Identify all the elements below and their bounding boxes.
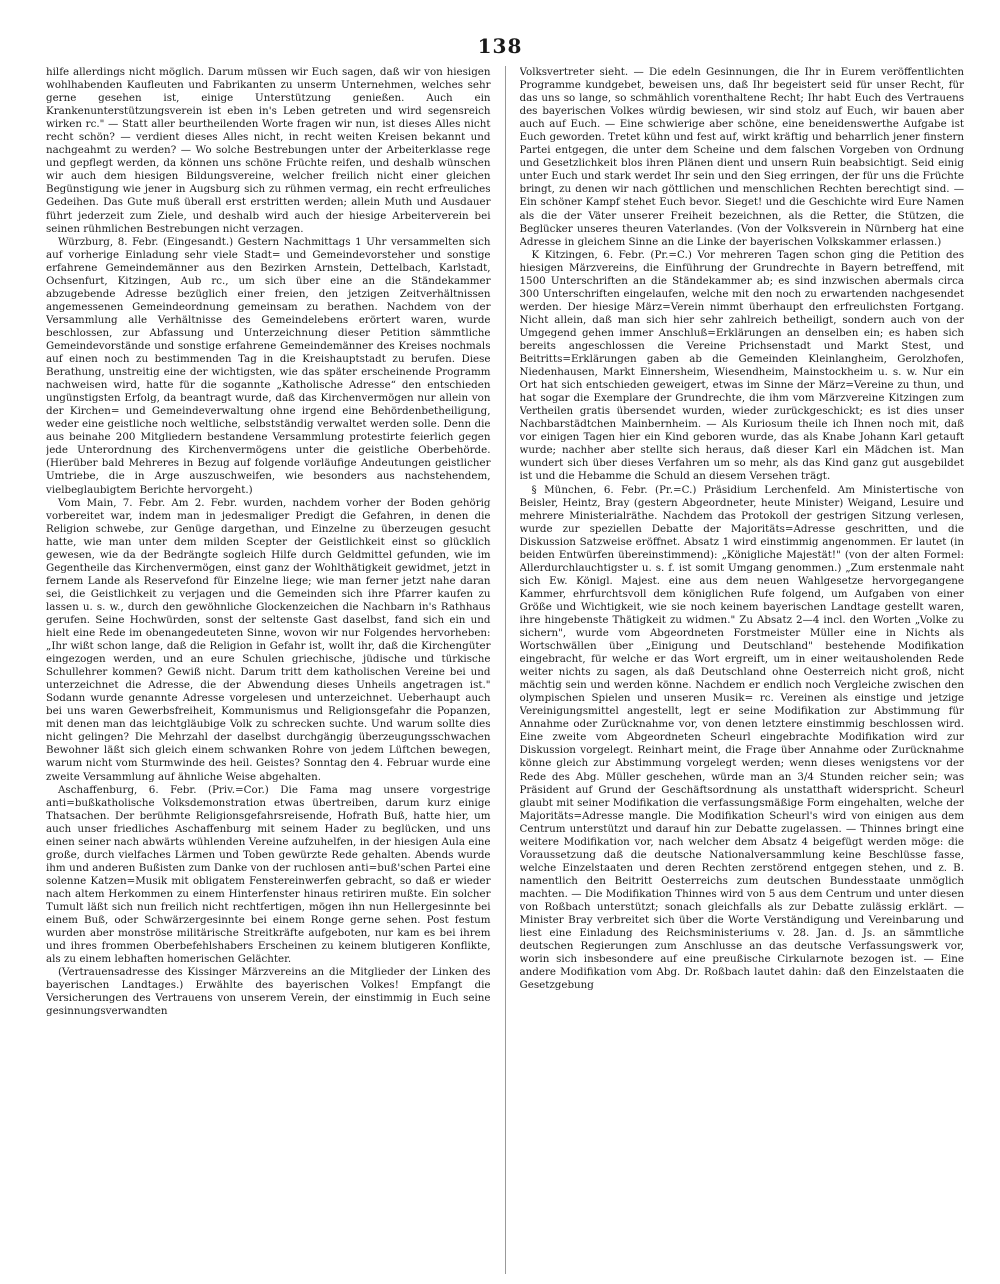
paragraph: Würzburg, 8. Febr. (Eingesandt.) Gestern Nachmittags 1 Uhr versammelten sich auf vorherige Einladung sehr viele Stadt= und Gemeindevorsteher und sonstige erfahrene Gemeindemänner aus den Bezirken Arnstein, Dettelbach, Karlstadt, Ochsenfurt, Kitzingen, Aub rc., um sich über eine an die Ständekammer abzugebende Adresse bezüglich einer freien, den jetzigen Zeitverhältnissen angemessenen Gemeindeordnung gemeinsam zu berathen. Nachdem von der Versammlung alle Verhältnisse des Gemeindelebens erörtert waren, wurde beschlossen, zur Abfassung und Unterzeichnung dieser Petition sämmtliche Gemeindevorstände und sonstige erfahrene Gemeindemänner des Kreises nochmals auf einen noch zu bestimmenden Tag in die Kreishauptstadt zu berufen. Diese Berathung, unstreitig eine der wichtigsten, wie das später erscheinende Programm nachweisen wird, hatte für die sogannte „Katholische Adresse“ den entschieden ungünstigsten Erfolg, da beantragt wurde, daß das Kirchenvermögen nur allein von der Kirchen= und Gemeindeverwaltung ohne irgend eine Behördenbetheiligung, weder eine geistliche noch weltliche, selbstständig verwaltet werden solle. Denn die aus beinahe 200 Mitgliedern bestandene Versammlung protestirte feierlich gegen jede Unterordnung des Kirchenvermögens unter die geistliche Oberbehörde. (Hierüber bald Mehreres in Bezug auf folgende vorläufige Andeutungen geistlicher Umtriebe, die in Arge auszuschweifen, wie besonders aus nachstehendem, vielbeglaubigtem Berichte hervorgeht.) <box>46 235 491 496</box>
paragraph: Aschaffenburg, 6. Febr. (Priv.=Cor.) Die Fama mag unsere vorgestrige anti=bußkatholische Volksdemonstration etwas übertreiben, darum kurz einige Thatsachen. Der berühmte Religionsgefahrsreisende, Hofrath Buß, hatte hier, um auch unser friedliches Aschaffenburg mit seinem Hader zu beglücken, und uns einen seiner nach abwärts wühlenden Vereine aufzuhelfen, in der hiesigen Aula eine große, durch vielfaches Lärmen und Toben gewürzte Rede gehalten. Abends wurde ihm und anderen Bußisten zum Danke von der ruchlosen anti=buß'schen Partei eine solenne Katzen=Musik mit obligatem Fenstereinwerfen gebracht, so daß er wieder nach altem Herkommen zu einem Hinterfenster hinaus retiriren mußte. Ein solcher Tumult läßt sich nun freilich nicht rechtfertigen, mögen ihn nun Hellergesinnte bei einem Buß, oder Schwärzergesinnte bei einem Ronge gerne sehen. Post festum wurden aber monströse militärische Streitkräfte aufgeboten, nur kam es bei ihrem und ihres frommen Oberbefehlshabers Erscheinen zu keinem blutigeren Konflikte, als zu einem lebhaften homerischen Gelächter. <box>46 783 491 966</box>
paragraph: (Vertrauensadresse des Kissinger Märzvereins an die Mitglieder der Linken des bayerischen Landtages.) Erwählte des bayerischen Volkes! Empfangt die Versicherungen des Vertrauens von unserem Verein, der einstimmig in Euch seine gesinnungsverwandten <box>46 966 491 1018</box>
right-column <box>520 66 965 1274</box>
article-columns <box>46 66 964 1274</box>
page-number: 138 <box>477 34 523 58</box>
paragraph: § München, 6. Febr. (Pr.=C.) Präsidium Lerchenfeld. Am Ministertische von Beisler, Heintz, Bray (gestern Abgeordneter, heute Minister) Weigand, Lesuire und mehrere Ministerialräthe. Nachdem das Protokoll der gestrigen Sitzung verlesen, wurde zur speziellen Debatte der Majoritäts=Adresse geschritten, und die Diskussion Satzweise eröffnet. Absatz 1 wird einstimmig angenommen. Er lautet (in beiden Entwürfen übereinstimmend): „Königliche Majestät!" (von der alten Formel: Allerdurchlauchtigster u. s. f. ist somit Umgang genommen.) „Zum erstenmale naht sich Ew. Königl. Majest. eine aus dem neuen Wahlgesetze hervorgegangene Kammer, ehrfurchtsvoll dem königlichen Rufe folgend, um Aufgaben von einer Größe und Wichtigkeit, wie sie noch keinem bayerischen Landtage gestellt waren, ihre hingebenste Thätigkeit zu widmen." Zu Absatz 2—4 incl. den Worten „Volke zu sichern", wurde vom Abgeordneten Forstmeister Müller eine in Nichts als Wortschwällen über „Einigung und Deutschland" bestehende Modifikation eingebracht, für welche er das Wort ergreift, um in einer weitausholenden Rede weiter nichts zu sagen, als daß Deutschland ohne Oesterreich nicht groß, nicht mächtig sein und werden könne. Nachdem er endlich noch Vergleiche zwischen den olympischen Spielen und unseren Musik= rc. Vereinen als einstige und jetzige Vereinigungsmittel angestellt, legt er seine Modifikation zur Abstimmung für Annahme oder Zurücknahme vor, von denen letztere einstimmig beschlossen wird. Eine zweite vom Abgeordneten Scheurl eingebrachte Modifikation wird zur Diskussion vorgelegt. Reinhart meint, die Frage über Annahme oder Zurücknahme könne gleich zur Abstimmung vorgelegt werden; wenn dieses wenigstens vor der Rede des Abg. Müller geschehen, würde man an 3/4 Stunden reicher sein; was Präsident auf Grund der Geschäftsordnung als unstatthaft widerspricht. Scheurl glaubt mit seiner Modifikation die verfassungsmäßige Form eingehalten, welche der Majoritäts=Adresse mangle. Die Modifikation Scheurl's wird von einigen aus dem Centrum unterstützt und darauf hin zur Debatte zugelassen. — Thinnes bringt eine weitere Modifikation vor, nach welcher dem Absatz 4 beigefügt werden möge: die Voraussetzung daß die deutsche Nationalversammlung keine Beschlüsse fasse, welche Einzelstaaten und deren Rechten zerstörend entgegen stehen, und z. B. namentlich den Beitritt Oesterreichs zum deutschen Bundesstaate unmöglich machten. — Die Modifikation Thinnes wird von 5 aus dem Centrum und unter diesen von Roßbach unterstützt; sonach gleichfalls als zur Debatte zulässig erklärt. — Minister Bray verbreitet sich über die Worte Verständigung und Vereinbarung und liest eine Einladung des Reichsministeriums v. 28. Jan. d. Js. an sämmtliche deutschen Regierungen zum Anschlusse an das deutsche Verfassungswerk vor, worin sich insbesondere auf eine preußische Cirkularnote bezogen ist. — Eine andere Modifikation vom Abg. Dr. Roßbach lautet dahin: daß den Einzelstaaten die Gesetzgebung <box>519 483 964 992</box>
left-column <box>46 66 491 1274</box>
paragraph: Volksvertreter sieht. — Die edeln Gesinnungen, die Ihr in Eurem veröffentlichten Programme kundgebet, beweisen uns, daß Ihr begeistert seid für unser Recht, für das uns so lange, so schmählich vorenthaltene Recht; Ihr habt Euch des Vertrauens des bayerischen Volkes würdig bewiesen, wir sind stolz auf Euch, wir bauen aber auch auf Euch. — Eine schwierige aber schöne, eine beneidenswerthe Aufgabe ist Euch geworden. Tretet kühn und fest auf, wirkt kräftig und beharrlich jener finstern Partei entgegen, die unter dem Scheine und dem falschen Vorgeben von Ordnung und Gesetzlichkeit blos ihren Plänen dient und unsern Ruin beabsichtigt. Seid einig unter Euch und stark werdet Ihr sein und den Sieg erringen, der für uns die Früchte bringt, zu denen wir nach göttlichen und menschlichen Rechten berechtigt sind. — Ein schöner Kampf stehet Euch bevor. Sieget! und die Geschichte wird Eure Namen als die der Väter unserer Freiheit bezeichnen, als die Retter, die Stützen, die Beglücker unseres theuren Vaterlandes. (Von der Volksverein in Nürnberg hat eine Adresse in gleichem Sinne an die Linke der bayerischen Volkskammer erlassen.) <box>519 66 964 248</box>
paragraph: hilfe allerdings nicht möglich. Darum müssen wir Euch sagen, daß wir von hiesigen wohlhabenden Kaufleuten und Fabrikanten zu unserm Unternehmen, welches sehr gerne gesehen ist, einige Unterstützung genießen. Auch ein Krankenunterstützungsverein ist eben in's Leben getreten und wird segensreich wirken rc." — Statt aller beurtheilenden Worte fragen wir nun, ist dieses Alles nicht recht schön? — verdient dieses Alles nicht, in recht weiten Kreisen bekannt und nachgeahmt zu werden? — Wo solche Bestrebungen unter der Arbeiterklasse rege und gepflegt werden, da können uns schöne Früchte reifen, und deshalb wünschen wir auch dem hiesigen Bildungsvereine, welcher freilich nicht einer gleichen Begünstigung wie jener in Augsburg sich zu rühmen vermag, ein recht erfreuliches Gedeihen. Das Gute muß überall erst erstritten werden; allein Muth und Ausdauer führt jederzeit zum Ziele, und deshalb wird auch der hiesige Arbeiterverein bei seinen rühmlichen Bestrebungen nicht verzagen. <box>46 66 491 235</box>
column-divider <box>505 66 506 1274</box>
paragraph: K Kitzingen, 6. Febr. (Pr.=C.) Vor mehreren Tagen schon ging die Petition des hiesigen Märzvereins, die Einführung der Grundrechte in Bayern betreffend, mit 1500 Unterschriften an die Ständekammer ab; es sind inzwischen abermals circa 300 Unterschriften eingelaufen, welche mit den noch zu erwartenden nachgesendet werden. Der hiesige März=Verein nimmt überhaupt den erfreulichsten Fortgang. Nicht allein, daß man sich hier sehr zahlreich betheiligt, sondern auch von der Umgegend gehen immer Anschluß=Erklärungen an denselben ein; es haben sich bereits angeschlossen die Vereine Prichsenstadt und Markt Stest, und Beitritts=Erklärungen gaben ab die Gemeinden Kleinlangheim, Gerolzhofen, Niedenhausen, Markt Einnersheim, Wiesendheim, Mainstockheim u. s. w. Nur ein Ort hat sich entschieden geweigert, etwas im Sinne der März=Vereine zu thun, und hat sogar die Exemplare der Grundrechte, die ihm vom Märzvereine Kitzingen zum Vertheilen gratis übersendet wurden, wieder zurückgeschickt; es ist dies unser Nachbarstädtchen Mainbernheim. — Als Kuriosum theile ich Ihnen noch mit, daß vor einigen Tagen hier ein Kind geboren wurde, das als Knabe Johann Karl getauft wurde; nachher aber stellte sich heraus, daß dieser Karl ein Mädchen ist. Man wundert sich über dieses Verfahren um so mehr, als das Kind ganz gut ausgebildet ist und die Hebamme die Schuld an diesem Versehen trägt. <box>519 248 964 483</box>
paragraph: Vom Main, 7. Febr. Am 2. Febr. wurden, nachdem vorher der Boden gehörig vorbereitet war, indem man in jedesmaliger Predigt die Gefahren, in denen die Religion schwebe, zur Genüge dargethan, und Einzelne zu überzeugen gesucht hatte, wie man unter dem milden Scepter der Geistlichkeit einst so glücklich gewesen, wie da der Bedrängte sogleich Hilfe durch Geldmittel gefunden, wie im Gegentheile das Kirchenvermögen, einst ganz der Wohlthätigkeit gewidmet, jetzt in fernem Lande als Reservefond für Einzelne liege; wie man ferner jetzt nahe daran sei, die Geistlichkeit zu verjagen und die Gemeinden sich ihre Pfarrer kaufen zu lassen u. s. w., durch den gewöhnliche Glockenzeichen die Nachbarn in's Rathhaus gerufen. Seine Hochwürden, sonst der seltenste Gast daselbst, fand sich ein und hielt eine Rede im obenangedeuteten Sinne, wovon wir nur Folgendes hervorheben: „Ihr wißt schon lange, daß die Religion in Gefahr ist, wollt ihr, daß die Kirchengüter eingezogen werden, und an eure Schulen griechische, jüdische und türkische Schullehrer kommen? Gewiß nicht. Darum tritt dem katholischen Vereine bei und unterzeichnet die Adresse, die der Abwendung dieses Unheils angetragen ist." Sodann wurde genannte Adresse vorgelesen und unterzeichnet. Ueberhaupt auch bei uns waren Gewerbsfreiheit, Kommunismus und Religionsgefahr die Popanzen, mit denen man das leichtgläubige Volk zu schrecken suchte. Und warum sollte dies nicht gelingen? Die Mehrzahl der daselbst durchgängig überzeugungsschwachen Bewohner läßt sich gleich einem schwanken Rohre von jedem Lüftchen bewegen, warum nicht vom Sturmwinde des heil. Geistes? Sonntag den 4. Februar wurde eine zweite Versammlung auf ähnliche Weise abgehalten. <box>46 496 491 783</box>
